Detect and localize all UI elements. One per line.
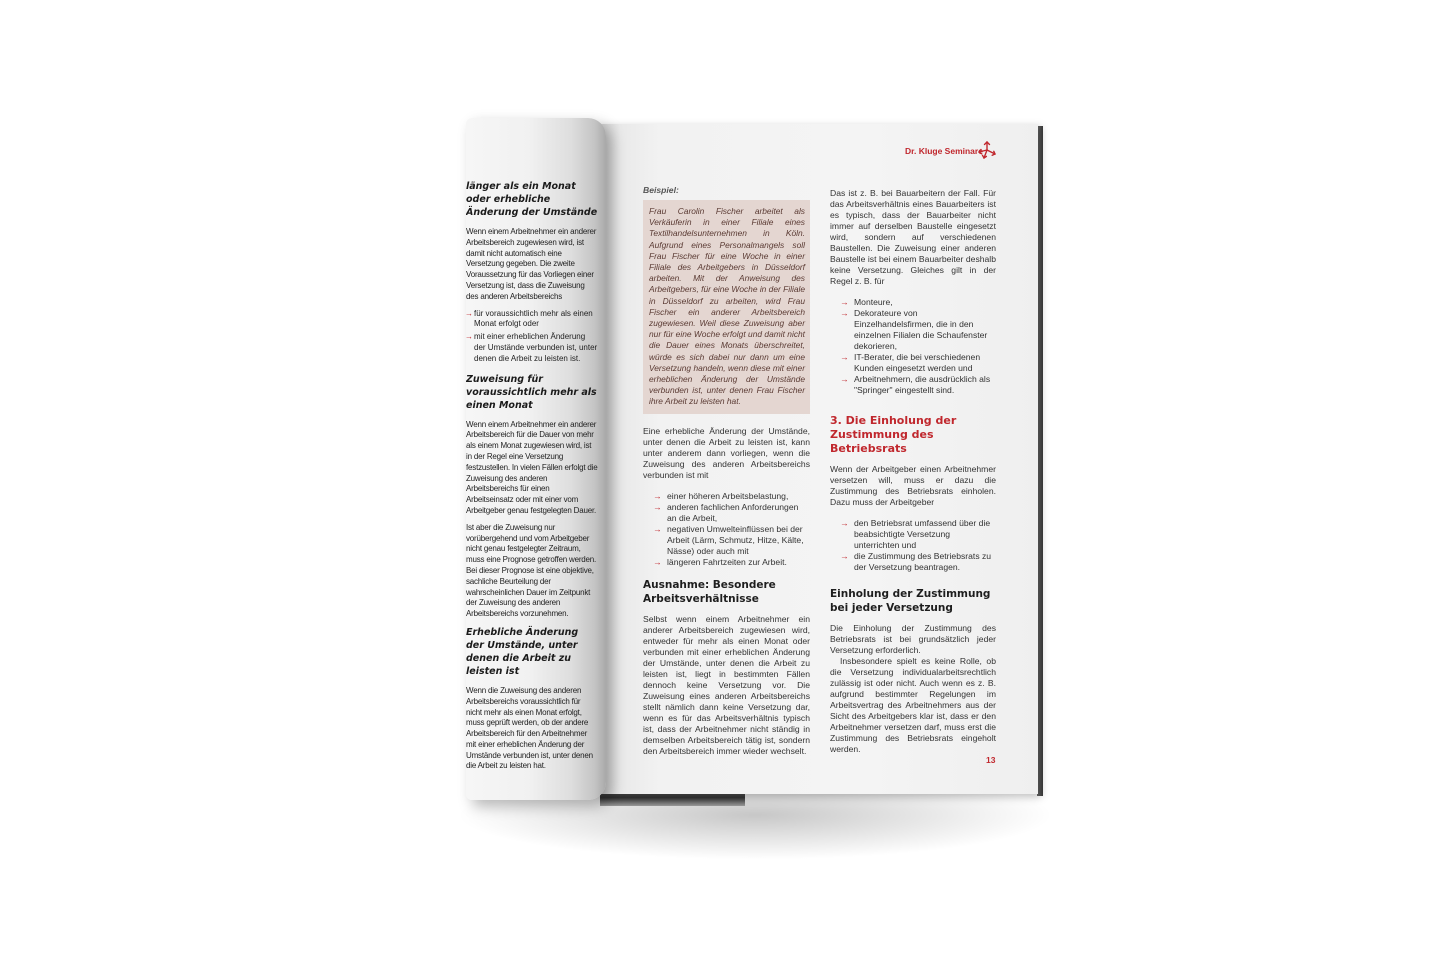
right-page-column-1 bbox=[643, 185, 810, 767]
list-item: → mit einer erheblichen Änderung der Umstände verbunden ist, unter denen die Arbeit zu leisten ist. bbox=[474, 332, 598, 364]
change-list bbox=[643, 491, 810, 568]
list-item: → Monteure, bbox=[854, 297, 996, 308]
list-item: → einer höheren Arbeitsbelastung, bbox=[667, 491, 810, 502]
left-heading-3: Erhebliche Änderung der Umstände, unter denen die Arbeit zu leisten ist bbox=[466, 626, 579, 677]
every-paragraph-2: Insbesondere spielt es keine Rolle, ob die Versetzung individualarbeitsrechtlich zulässig ist oder nicht. Auch wenn es z. B. aufgrund bestimmter Regelungen im Arbeitsvertrag des Arbeitnehmers aus der Sicht des Arbeitgebers klar ist, dass er den Arbeitnehmer versetzen darf, muss erst die Zustimmung des Betriebsrats eingeholt werden. bbox=[830, 656, 996, 754]
bau-list bbox=[830, 297, 996, 396]
page-number: 13 bbox=[986, 755, 996, 765]
page-stack-bottom bbox=[600, 792, 745, 806]
left-page bbox=[466, 118, 606, 800]
list-item: → anderen fachlichen Anforderungen an die Arbeit, bbox=[667, 502, 810, 524]
left-paragraph-2: Wenn einem Arbeitnehmer ein anderer Arbeitsbereich für die Dauer von mehr als einem Monat zugewiesen wird, ist in der Regel eine Versetzung festzustellen. In vielen Fällen erfolgt die Zuweisung des anderen Arbeitsbereichs für einen Arbeitseinsatz oder mit einer vom Arbeitgeber genau festgelegten Dauer. bbox=[466, 419, 598, 515]
left-paragraph-4: Wenn die Zuweisung des anderen Arbeitsbereichs voraussichtlich für nicht mehr als einen Monat erfolgt, muss geprüft werden, ob der andere Arbeitsbereich für den Arbeitnehmer mit einer erheblichen Änderung der Umstände verbunden ist, unter denen die Arbeit zu leisten hat. bbox=[466, 685, 593, 771]
list-item: → für voraussichtlich mehr als einen Monat erfolgt oder bbox=[474, 309, 598, 331]
list-item: → negativen Umwelteinflüssen bei der Arbeit (Lärm, Schmutz, Hitze, Kälte, Nässe) oder auch mit bbox=[667, 524, 810, 557]
list-item: → IT-Berater, die bei verschiedenen Kunden eingesetzt werden und bbox=[854, 352, 996, 374]
left-list bbox=[474, 309, 598, 365]
list-item: → Arbeitnehmern, die ausdrücklich als "Springer" eingestellt sind. bbox=[854, 374, 996, 396]
list-item: → die Zustimmung des Betriebsrats zu der Versetzung beantragen. bbox=[854, 551, 996, 573]
example-box: Frau Carolin Fischer arbeitet als Verkäuferin in einer Filiale eines Textilhandelsunternehmen in Köln. Aufgrund eines Personalmangels soll Frau Fischer für eine Woche in einer Filiale des Arbeitgebers in Düsseldorf arbeiten. Mit der Anweisung des Arbeitgebers, für eine Woche in der Filiale in Düsseldorf zu arbeiten, wird Frau Fischer ein anderer Arbeitsbereich zugewiesen. Weil diese Zuweisung aber nur für eine Woche erfolgt und damit nicht die Dauer eines Monats überschreitet, würde es sich dabei nur dann um eine Versetzung handeln, wenn diese mit einer erheblichen Änderung der Umstände verbunden ist, unter denen Frau Fischer ihre Arbeit zu leisten hat. bbox=[643, 200, 810, 414]
left-paragraph-1: Wenn einem Arbeitnehmer ein anderer Arbeitsbereich zugewiesen wird, ist damit nicht automatisch eine Versetzung gegeben. Die zweite Voraussetzung für das Vorliegen einer Versetzung ist, dass die Zuweisung des anderen Arbeitsbereichs bbox=[466, 227, 597, 301]
section3-list bbox=[830, 518, 996, 573]
bau-paragraph: Das ist z. B. bei Bauarbeitern der Fall. Für das Arbeitsverhältnis eines Bauarbeiters ist es typisch, dass der Bauarbeiter nicht immer auf derselben Baustelle eingesetzt wird, sondern auf verschiedenen Baustellen. Die Zuweisung einer anderen Baustelle ist bei einem Bauarbeiter deshalb keine Versetzung. Gleiches gilt in der Regel z. B. für bbox=[830, 188, 996, 286]
left-heading-1: länger als ein Monat oder erhebliche Änderung der Umstände bbox=[466, 181, 598, 218]
left-heading-2: Zuweisung für voraussichtlich mehr als einen Monat bbox=[466, 373, 597, 411]
list-item: → den Betriebsrat umfassend über die beabsichtigte Versetzung unterrichten und bbox=[854, 518, 996, 551]
example-label: Beispiel: bbox=[643, 185, 679, 195]
brand-name: Dr. Kluge Seminare bbox=[905, 146, 983, 156]
list-item: → Dekorateure von Einzelhandelsfirmen, die in den einzelnen Filialen die Schaufenster dekorieren, bbox=[854, 308, 996, 352]
heading-every-transfer: Einholung der Zustimmung bei jeder Versetzung bbox=[830, 588, 991, 614]
right-page-column-2 bbox=[830, 188, 996, 765]
section3-paragraph: Wenn der Arbeitgeber einen Arbeitnehmer versetzen will, muss er dazu die Zustimmung des Betriebsrats einholen. Dazu muss der Arbeitgeber bbox=[830, 464, 996, 507]
arrows-cross-icon bbox=[976, 139, 998, 161]
heading-exception: Ausnahme: Besondere Arbeitsverhältnisse bbox=[643, 578, 776, 605]
heading-section-3: 3. Die Einholung der Zustimmung des Betriebsrats bbox=[830, 414, 957, 455]
every-paragraph-1: Die Einholung der Zustimmung des Betriebsrats ist bei grundsätzlich jeder Versetzung erforderlich. bbox=[830, 623, 996, 655]
left-page-content bbox=[466, 180, 598, 778]
exception-paragraph: Selbst wenn einem Arbeitnehmer ein anderer Arbeitsbereich zugewiesen wird, entweder für mehr als einen Monat oder verbunden mit einer erheblichen Änderung der Umstände, unter denen die Arbeit zu leisten ist, liegt in bestimmten Fällen dennoch keine Versetzung vor. Die Zuweisung eines anderen Arbeitsbereichs stellt nämlich dann keine Versetzung dar, wenn es für das Arbeitsverhältnis typisch ist, dass der Arbeitnehmer nicht ständig in demselben Arbeitsbereich tätig ist, sondern den Arbeitsbereich immer wieder wechselt. bbox=[643, 613, 810, 756]
left-paragraph-3: Ist aber die Zuweisung nur vorübergehend und vom Arbeitgeber nicht genau festgelegter Zeitraum, muss eine Prognose getroffen werden. Bei dieser Prognose ist eine objektive, sachliche Beurteilung der wahrscheinlichen Dauer im Zeitpunkt der Zuweisung des anderen Arbeitsbereichs vorzunehmen. bbox=[466, 522, 597, 619]
list-item: → längeren Fahrtzeiten zur Arbeit. bbox=[667, 557, 810, 568]
change-paragraph: Eine erhebliche Änderung der Umstände, unter denen die Arbeit zu leisten ist, kann unter anderem dann vorliegen, wenn die Zuweisung des anderen Arbeitsbereichs verbunden ist mit bbox=[643, 425, 810, 480]
